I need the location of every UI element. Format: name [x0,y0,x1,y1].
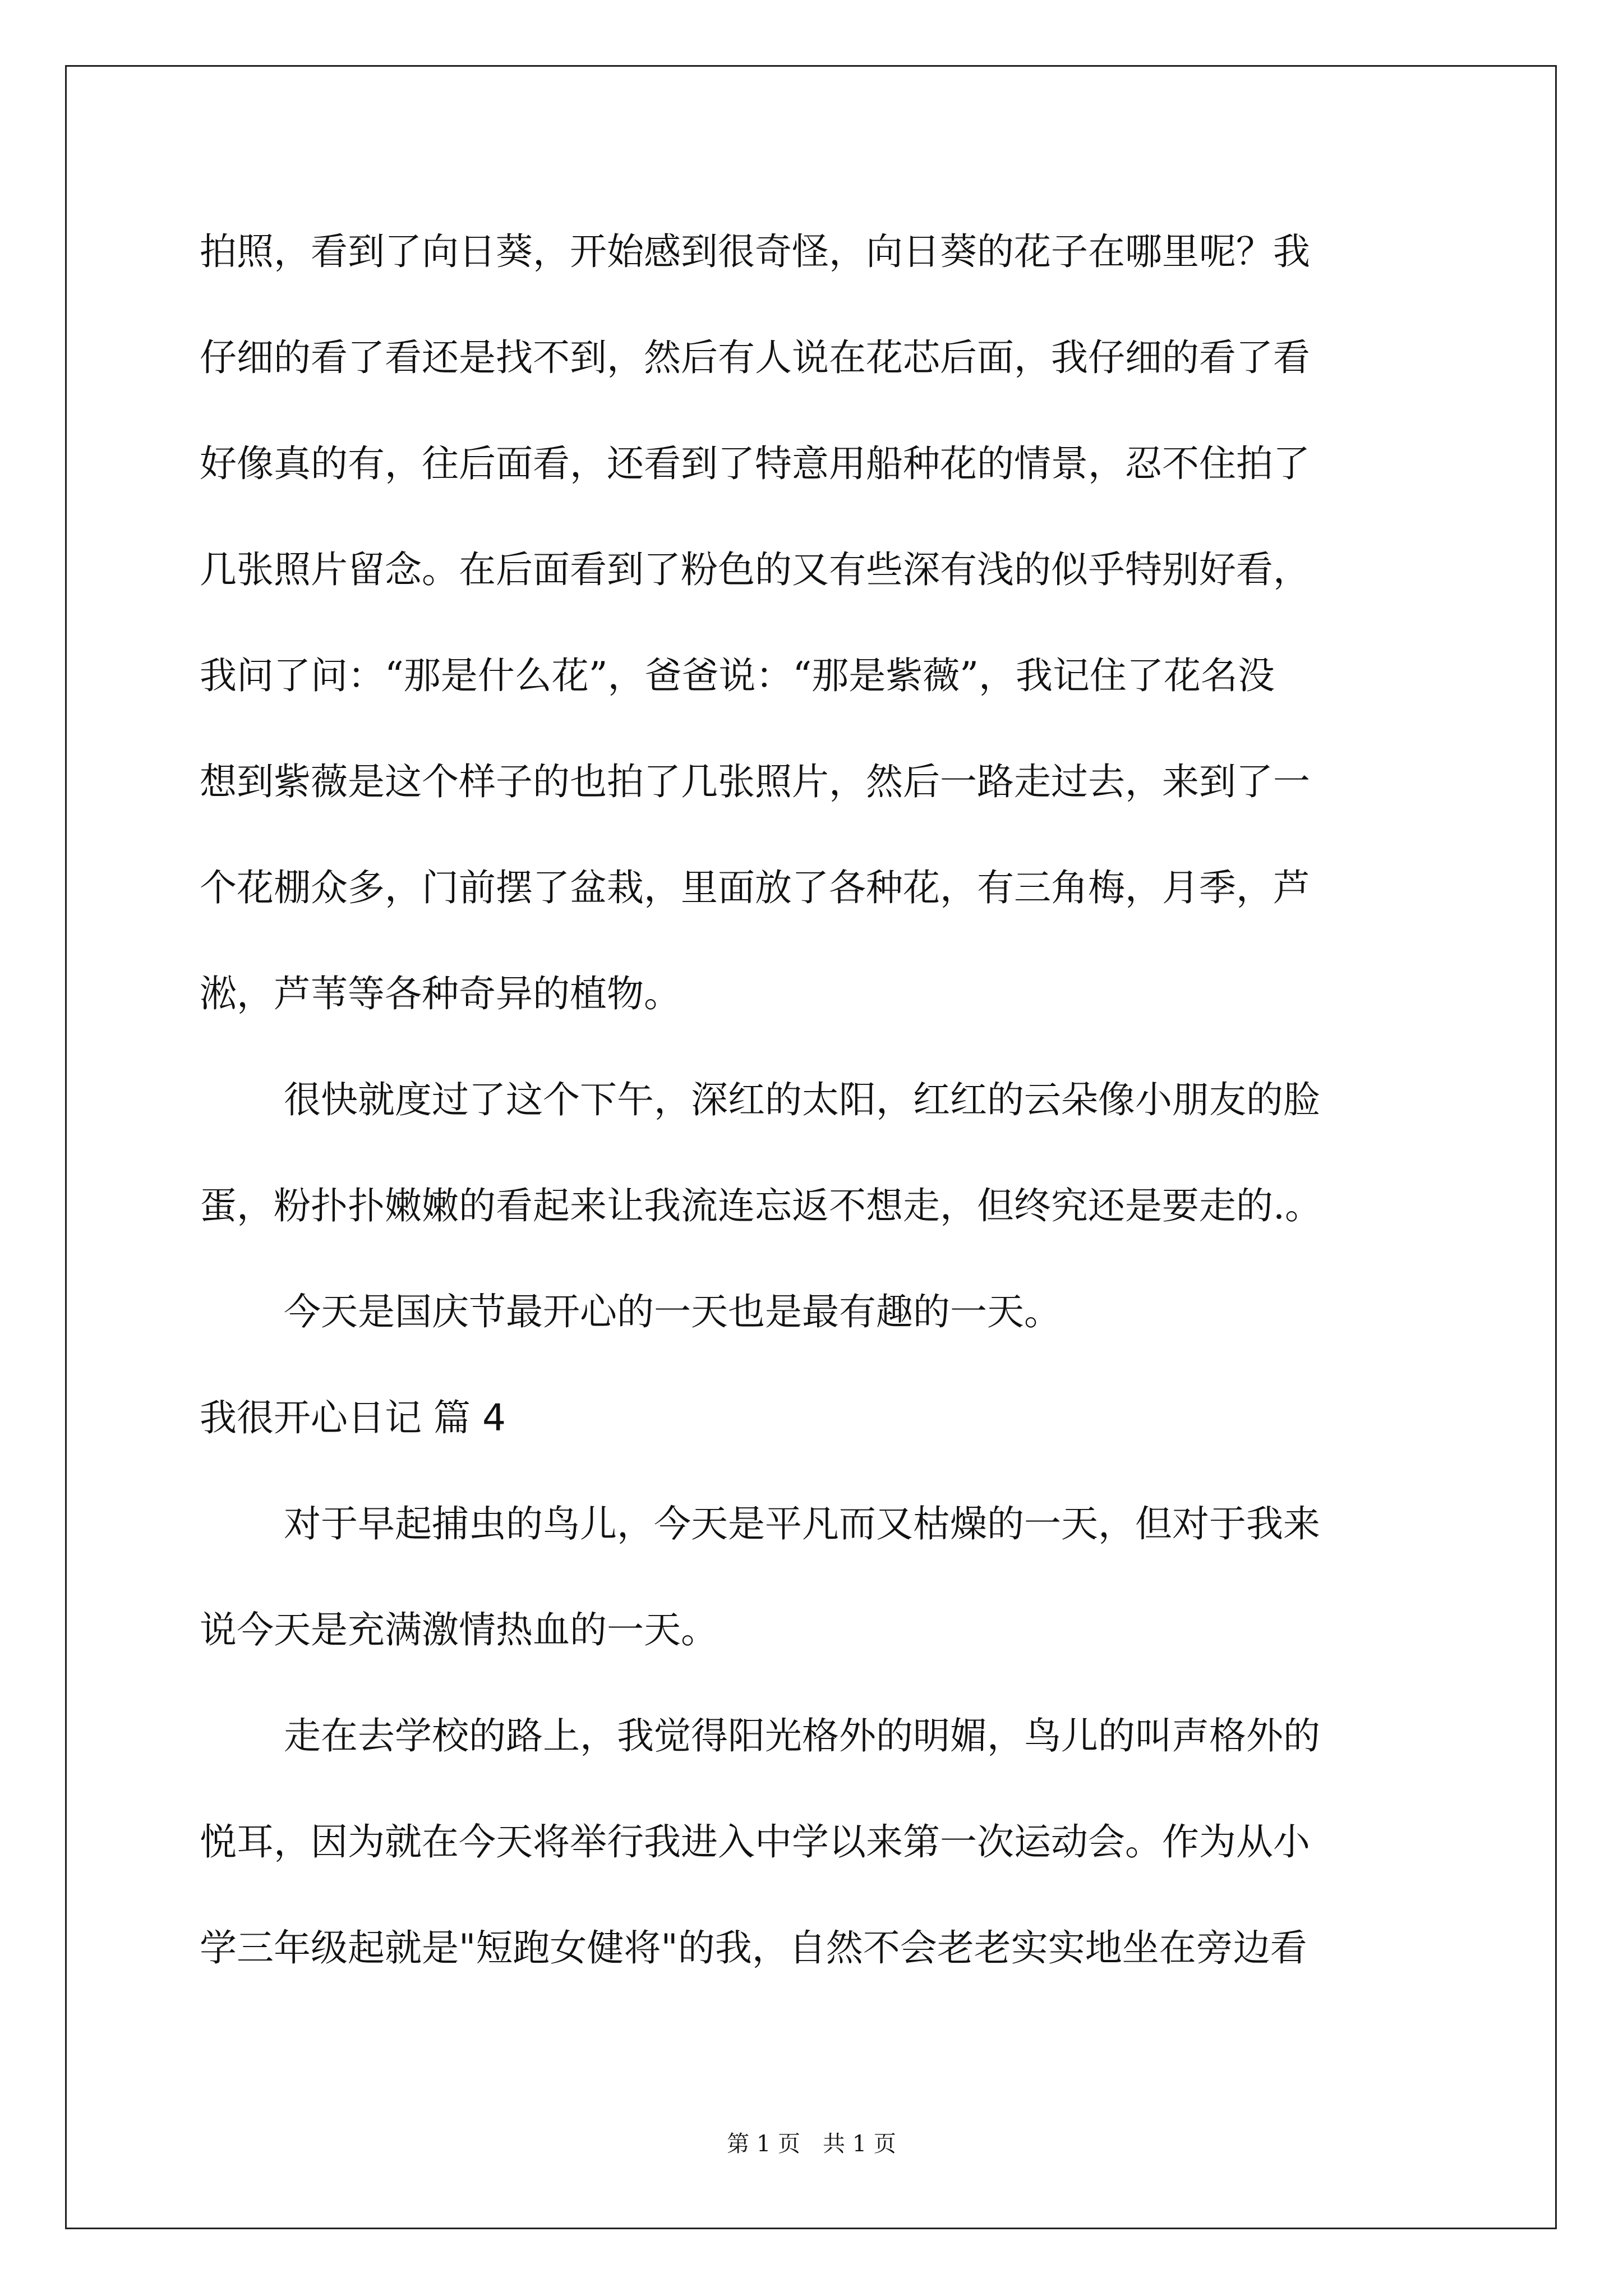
paragraph-line: 几张照片留念。在后面看到了粉色的又有些深有浅的似乎特别好看， [200,548,1310,591]
paragraph-line: 我问了问：“那是什么花”，爸爸说：“那是紫薇”，我记住了花名没 [200,654,1275,697]
paragraph-line: 个花棚众多，门前摆了盆栽，里面放了各种花，有三角梅，月季，芦 [200,866,1310,909]
section-heading: 我很开心日记 篇 4 [200,1396,506,1439]
paragraph-line: 很快就度过了这个下午，深红的太阳，红红的云朵像小朋友的脸 [284,1078,1320,1121]
paragraph-line: 学三年级起就是"短跑女健将"的我，自然不会老老实实地坐在旁边看 [200,1926,1307,1970]
page-border [65,65,1557,2229]
paragraph-line: 淞，芦苇等各种奇异的植物。 [200,972,681,1015]
paragraph-line: 仔细的看了看还是找不到，然后有人说在花芯后面，我仔细的看了看 [200,336,1310,379]
paragraph-line: 想到紫薇是这个样子的也拍了几张照片，然后一路走过去，来到了一 [200,760,1310,803]
paragraph-line: 今天是国庆节最开心的一天也是最有趣的一天。 [284,1290,1061,1333]
paragraph-line: 走在去学校的路上，我觉得阳光格外的明媚，鸟儿的叫声格外的 [284,1714,1320,1757]
paragraph-line: 拍照，看到了向日葵，开始感到很奇怪，向日葵的花子在哪里呢？我 [200,230,1310,273]
paragraph-line: 好像真的有，往后面看，还看到了特意用船种花的情景，忍不住拍了 [200,442,1310,485]
paragraph-line: 说今天是充满激情热血的一天。 [200,1608,718,1651]
paragraph-line: 蛋，粉扑扑嫩嫩的看起来让我流连忘返不想走，但终究还是要走的.。 [200,1184,1322,1227]
paragraph-line: 对于早起捕虫的鸟儿，今天是平凡而又枯燥的一天，但对于我来 [284,1502,1320,1545]
page-footer: 第 1 页 共 1 页 [727,2131,896,2157]
paragraph-line: 悦耳，因为就在今天将举行我进入中学以来第一次运动会。作为从小 [200,1820,1310,1864]
